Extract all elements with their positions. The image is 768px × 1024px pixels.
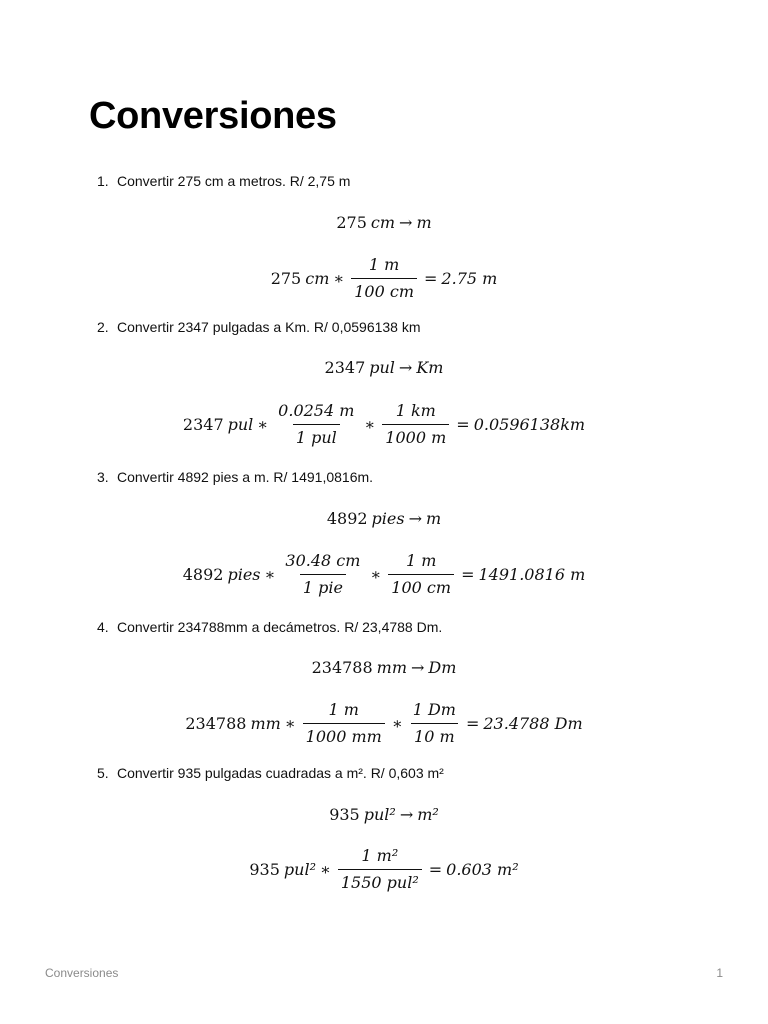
setup-unit: pul²: [363, 805, 396, 824]
multiply-operator: ∗: [264, 565, 276, 584]
page-title: Conversiones: [89, 95, 337, 137]
problem-4-setup: [0, 658, 768, 677]
problem-number: 5.: [97, 765, 109, 781]
setup-unit: pul: [369, 358, 395, 377]
problem-2-calculation: [0, 401, 768, 448]
problem-number: 3.: [97, 469, 109, 485]
fraction-denominator: 1550 pul²: [338, 869, 422, 893]
fraction-denominator: 100 cm: [388, 574, 454, 598]
setup-value: 2347: [324, 358, 366, 377]
calc-start-unit: pies: [227, 565, 261, 584]
multiply-operator: ∗: [284, 714, 296, 733]
calc-start-unit: mm: [250, 714, 281, 733]
equals-sign: =: [428, 860, 443, 879]
setup-target: Km: [416, 358, 444, 377]
problem-2-statement: [97, 318, 421, 336]
calc-result: 0.603 m²: [446, 860, 519, 879]
problem-3-setup: [0, 509, 768, 528]
arrow-icon: →: [399, 805, 414, 824]
multiply-operator: ∗: [364, 415, 376, 434]
calc-start-value: 2347: [182, 415, 224, 434]
setup-target: m²: [417, 805, 439, 824]
equals-sign: =: [424, 269, 438, 288]
multiply-operator: ∗: [391, 714, 403, 733]
fraction-numerator: 1 m: [328, 700, 359, 719]
calc-start-value: 234788: [185, 714, 247, 733]
conversion-fraction: [275, 401, 357, 448]
equals-sign: =: [456, 415, 470, 434]
fraction-numerator: 1 km: [395, 401, 436, 420]
equals-sign: =: [465, 714, 480, 733]
problem-1-setup: [0, 213, 768, 232]
problem-3-calculation: [0, 551, 768, 598]
problem-number: 1.: [97, 173, 109, 189]
multiply-operator: ∗: [319, 860, 331, 879]
problem-4-statement: [97, 618, 442, 636]
problem-text: Convertir 234788mm a decámetros. R/ 23,4788 Dm.: [117, 619, 443, 635]
arrow-icon: →: [408, 509, 422, 528]
conversion-fraction: [351, 255, 417, 302]
problem-text: Convertir 275 cm a metros. R/ 2,75 m: [117, 173, 351, 189]
conversion-fraction: [282, 551, 363, 598]
calc-start-value: 4892: [182, 565, 224, 584]
calc-start-value: 275: [270, 269, 302, 288]
calc-result: 2.75 m: [441, 269, 498, 288]
arrow-icon: →: [399, 213, 413, 232]
arrow-icon: →: [398, 358, 413, 377]
fraction-numerator: 1 m: [405, 551, 437, 570]
problem-1-statement: [97, 172, 350, 190]
conversion-fraction: [388, 551, 454, 598]
fraction-numerator: 0.0254 m: [278, 401, 355, 420]
problem-5-statement: [97, 764, 444, 782]
equals-sign: =: [461, 565, 475, 584]
fraction-numerator: 1 Dm: [412, 700, 456, 719]
footer-document-title: Conversiones: [45, 966, 119, 980]
calc-start-unit: pul²: [283, 860, 316, 879]
fraction-denominator: 100 cm: [351, 278, 417, 302]
setup-value: 275: [336, 213, 367, 232]
calc-result: 1491.0816 m: [478, 565, 586, 584]
setup-unit: cm: [370, 213, 396, 232]
setup-target: Dm: [428, 658, 457, 677]
calc-result: 0.0596138km: [473, 415, 586, 434]
fraction-denominator: 10 m: [411, 723, 458, 747]
multiply-operator: ∗: [257, 415, 269, 434]
conversion-fraction: [410, 700, 459, 747]
fraction-numerator: 1 m: [368, 255, 400, 274]
setup-value: 234788: [311, 658, 373, 677]
problem-number: 4.: [97, 619, 109, 635]
fraction-denominator: 1 pul: [293, 424, 340, 448]
problem-2-setup: [0, 358, 768, 377]
problem-text: Convertir 935 pulgadas cuadradas a m². R/ 0,603 m²: [117, 765, 444, 781]
calc-start-unit: cm: [305, 269, 330, 288]
fraction-denominator: 1000 m: [382, 424, 449, 448]
setup-unit: pies: [371, 509, 405, 528]
conversion-fraction: [382, 401, 449, 448]
problem-text: Convertir 2347 pulgadas a Km. R/ 0,0596138 km: [117, 319, 421, 335]
multiply-operator: ∗: [370, 565, 382, 584]
problem-5-calculation: [0, 846, 768, 893]
problem-5-setup: [0, 805, 768, 824]
problem-4-calculation: [0, 700, 768, 747]
page-number: 1: [716, 966, 723, 980]
setup-target: m: [426, 509, 442, 528]
conversion-fraction: [338, 846, 422, 893]
arrow-icon: →: [411, 658, 425, 677]
calc-result: 23.4788 Dm: [483, 714, 583, 733]
fraction-numerator: 30.48 cm: [285, 551, 361, 570]
calc-start-unit: pul: [227, 415, 254, 434]
fraction-denominator: 1000 mm: [303, 723, 385, 747]
fraction-numerator: 1 m²: [361, 846, 399, 865]
problem-3-statement: [97, 468, 373, 486]
multiply-operator: ∗: [333, 269, 345, 288]
calc-start-value: 935: [249, 860, 280, 879]
problem-text: Convertir 4892 pies a m. R/ 1491,0816m.: [117, 469, 374, 485]
setup-unit: mm: [376, 658, 407, 677]
problem-1-calculation: [0, 255, 768, 302]
setup-target: m: [416, 213, 432, 232]
setup-value: 935: [329, 805, 360, 824]
setup-value: 4892: [326, 509, 368, 528]
problem-number: 2.: [97, 319, 109, 335]
conversion-fraction: [303, 700, 385, 747]
fraction-denominator: 1 pie: [300, 574, 346, 598]
